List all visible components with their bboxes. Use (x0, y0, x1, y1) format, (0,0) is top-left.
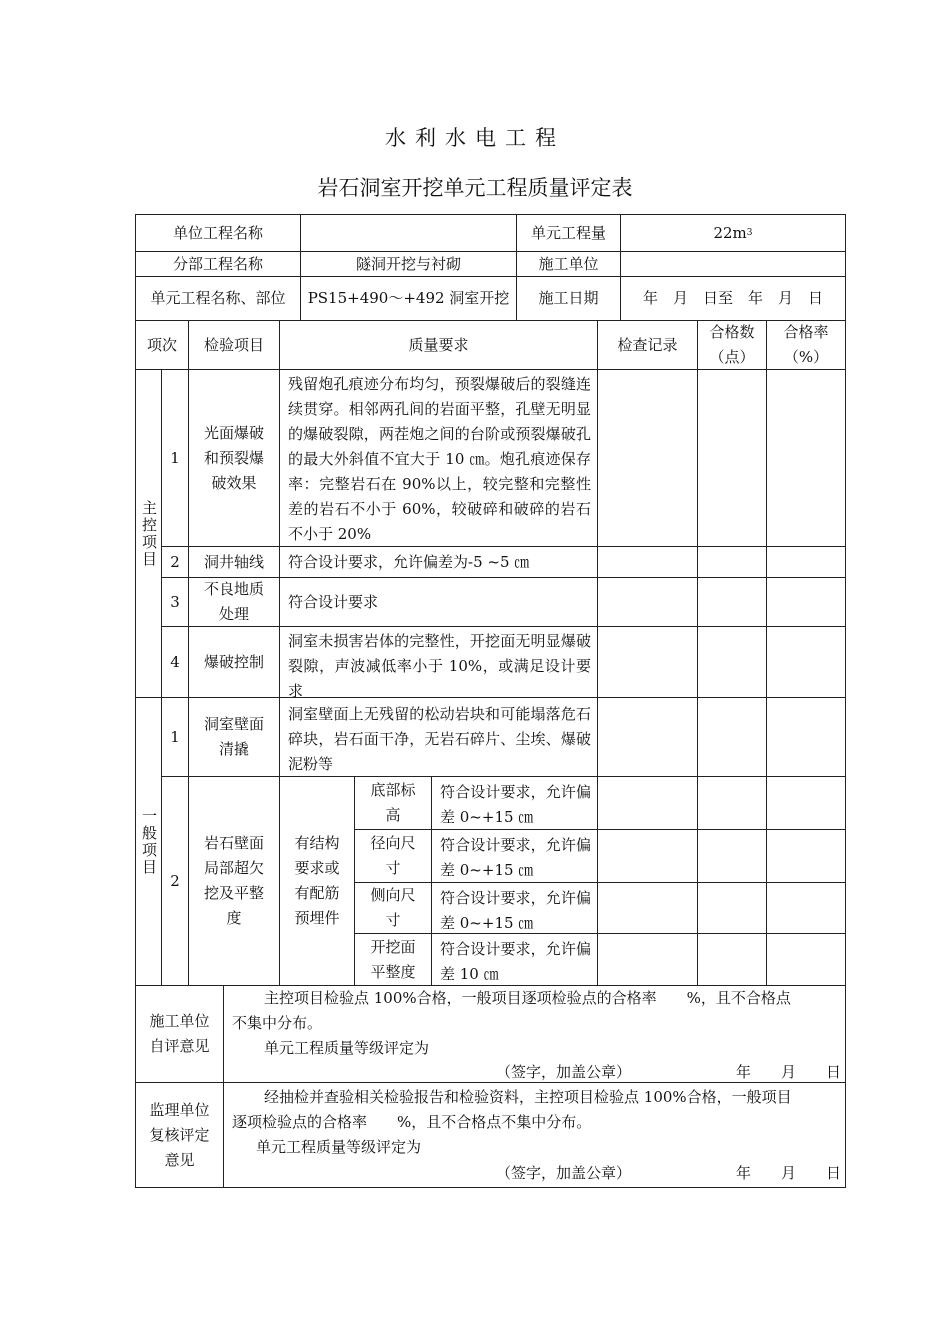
col-quality-req: 质量要求 (279, 320, 598, 370)
main-row-2-pass-points[interactable] (697, 546, 767, 578)
contractor-label: 施工单位 (516, 251, 621, 277)
element-value: PS15+490～+492 洞室开挖 (300, 276, 517, 321)
sub-row-2-pass-points[interactable] (697, 829, 767, 883)
main-row-3-req: 符合设计要求 (279, 577, 598, 627)
sub-row-2-name: 径向尺寸 (354, 829, 432, 883)
col-record: 检查记录 (597, 320, 698, 370)
sub-row-4-pass-points[interactable] (697, 933, 767, 986)
element-label: 单元工程名称、部位 (135, 276, 301, 321)
main-row-4-req: 洞室未损害岩体的完整性，开挖面无明显爆破裂隙，声波减低率小于 10%，或满足设计要求 (279, 626, 598, 698)
main-group-text: 主控项目 (140, 499, 158, 568)
general-row-1-item: 洞室壁面清撬 (188, 697, 280, 777)
supervisor-content[interactable] (223, 1082, 846, 1188)
main-row-1-pass-points[interactable] (697, 369, 767, 547)
self-eval-content[interactable] (223, 985, 846, 1083)
unit-project-value (300, 214, 517, 252)
sub-row-4-name: 开挖面平整度 (354, 933, 432, 986)
general-row-1-record[interactable] (597, 697, 698, 777)
self-eval-line3: 单元工程质量等级评定为 (264, 1039, 430, 1057)
main-row-2-pass-rate[interactable] (766, 546, 846, 578)
main-row-3-item: 不良地质处理 (188, 577, 280, 627)
contractor-value (620, 251, 846, 277)
general-row-1-pass-rate[interactable] (766, 697, 846, 777)
col-pass-rate-l1: 合格率 (783, 323, 829, 341)
col-item-no: 项次 (135, 320, 189, 370)
main-row-1-req: 残留炮孔痕迹分布均匀，预裂爆破后的裂缝连续贯穿。相邻两孔间的岩面平整，孔壁无明显的爆破裂隙，两茬炮之间的台阶或预裂爆破孔的最大外斜值不宜大于 10 ㎝。炮孔痕迹保存率：完整岩石在 90%以上，较完整和完整性差的岩石不小于 60%，较破碎和破碎的岩石不小于 20% (279, 369, 598, 547)
supervisor-sign: （签字，加盖公章） (496, 1164, 632, 1182)
general-row-2-item: 岩石壁面局部超欠挖及平整度 (188, 776, 280, 986)
main-row-3-no: 3 (161, 577, 189, 627)
general-row-1-no: 1 (161, 697, 189, 777)
main-row-4-pass-points[interactable] (697, 626, 767, 698)
sub-row-3-record[interactable] (597, 882, 698, 934)
org-title: 水利水电工程 (385, 126, 565, 150)
supervisor-label: 监理单位复核评定意见 (135, 1082, 224, 1188)
self-eval-line1: 主控项目检验点 100%合格，一般项目逐项检验点的合格率 %，且不合格点 (264, 989, 791, 1007)
main-row-4-item: 爆破控制 (188, 626, 280, 698)
supervisor-line1: 经抽检并查验相关检验报告和检验资料，主控项目检验点 100%合格，一般项目 (264, 1088, 792, 1106)
main-row-1-no: 1 (161, 369, 189, 547)
main-group-label (135, 369, 162, 698)
main-row-2-record[interactable] (597, 546, 698, 578)
sub-row-1-pass-points[interactable] (697, 776, 767, 830)
quantity-label: 单元工程量 (516, 214, 621, 252)
col-pass-rate (766, 320, 846, 370)
form-title: 岩石洞室开挖单元工程质量评定表 (317, 176, 633, 200)
col-pass-points-l2: （点） (709, 348, 755, 366)
self-eval-date: 年 月 日 (736, 1063, 842, 1081)
main-row-1-record[interactable] (597, 369, 698, 547)
col-inspect-item: 检验项目 (188, 320, 280, 370)
sub-row-2-pass-rate[interactable] (766, 829, 846, 883)
main-row-3-record[interactable] (597, 577, 698, 627)
sub-row-1-pass-rate[interactable] (766, 776, 846, 830)
col-pass-points-l1: 合格数 (709, 323, 755, 341)
supervisor-line2: 逐项检验点的合格率 %，且不合格点不集中分布。 (232, 1113, 592, 1131)
supervisor-date: 年 月 日 (736, 1164, 842, 1182)
general-row-1-pass-points[interactable] (697, 697, 767, 777)
main-row-4-pass-rate[interactable] (766, 626, 846, 698)
main-row-2-no: 2 (161, 546, 189, 578)
general-row-1-req: 洞室壁面上无残留的松动岩块和可能塌落危石碎块，岩石面干净，无岩石碎片、尘埃、爆破泥粉等 (279, 697, 598, 777)
sub-row-4-pass-rate[interactable] (766, 933, 846, 986)
sub-row-3-pass-rate[interactable] (766, 882, 846, 934)
main-row-2-item: 洞井轴线 (188, 546, 280, 578)
sub-row-3-pass-points[interactable] (697, 882, 767, 934)
main-row-2-req: 符合设计要求，允许偏差为-5 ~5 ㎝ (279, 546, 598, 578)
general-group-label (135, 697, 162, 986)
general-row-2-condition: 有结构要求或有配筋预埋件 (279, 776, 355, 986)
self-eval-sign: （签字，加盖公章） (496, 1063, 632, 1081)
sub-row-4-req: 符合设计要求，允许偏差 10 ㎝ (431, 933, 598, 986)
branch-value: 隧洞开挖与衬砌 (300, 251, 517, 277)
main-row-3-pass-points[interactable] (697, 577, 767, 627)
self-eval-line2: 不集中分布。 (232, 1014, 323, 1032)
branch-label: 分部工程名称 (135, 251, 301, 277)
sub-row-2-record[interactable] (597, 829, 698, 883)
sub-row-3-req: 符合设计要求，允许偏差 0~+15 ㎝ (431, 882, 598, 934)
main-row-4-record[interactable] (597, 626, 698, 698)
general-group-text: 一般项目 (140, 807, 158, 876)
sub-row-1-name: 底部标高 (354, 776, 432, 830)
quantity-superscript: 3 (746, 227, 753, 238)
self-eval-label: 施工单位自评意见 (135, 985, 224, 1083)
quantity-number: 22m (713, 223, 747, 242)
main-row-3-pass-rate[interactable] (766, 577, 846, 627)
sub-row-1-req: 符合设计要求，允许偏差 0~+15 ㎝ (431, 776, 598, 830)
unit-project-label: 单位工程名称 (135, 214, 301, 252)
col-pass-rate-l2: （%） (783, 348, 829, 366)
date-value: 年 月 日至 年 月 日 (620, 276, 846, 321)
general-row-2-no: 2 (161, 776, 189, 986)
supervisor-line3: 单元工程质量等级评定为 (256, 1138, 422, 1156)
date-label: 施工日期 (516, 276, 621, 321)
sub-row-2-req: 符合设计要求，允许偏差 0~+15 ㎝ (431, 829, 598, 883)
sub-row-3-name: 侧向尺寸 (354, 882, 432, 934)
sub-row-1-record[interactable] (597, 776, 698, 830)
sub-row-4-record[interactable] (597, 933, 698, 986)
quantity-value (620, 214, 846, 252)
col-pass-points (697, 320, 767, 370)
main-row-4-no: 4 (161, 626, 189, 698)
main-row-1-pass-rate[interactable] (766, 369, 846, 547)
main-row-1-item: 光面爆破和预裂爆破效果 (188, 369, 280, 547)
